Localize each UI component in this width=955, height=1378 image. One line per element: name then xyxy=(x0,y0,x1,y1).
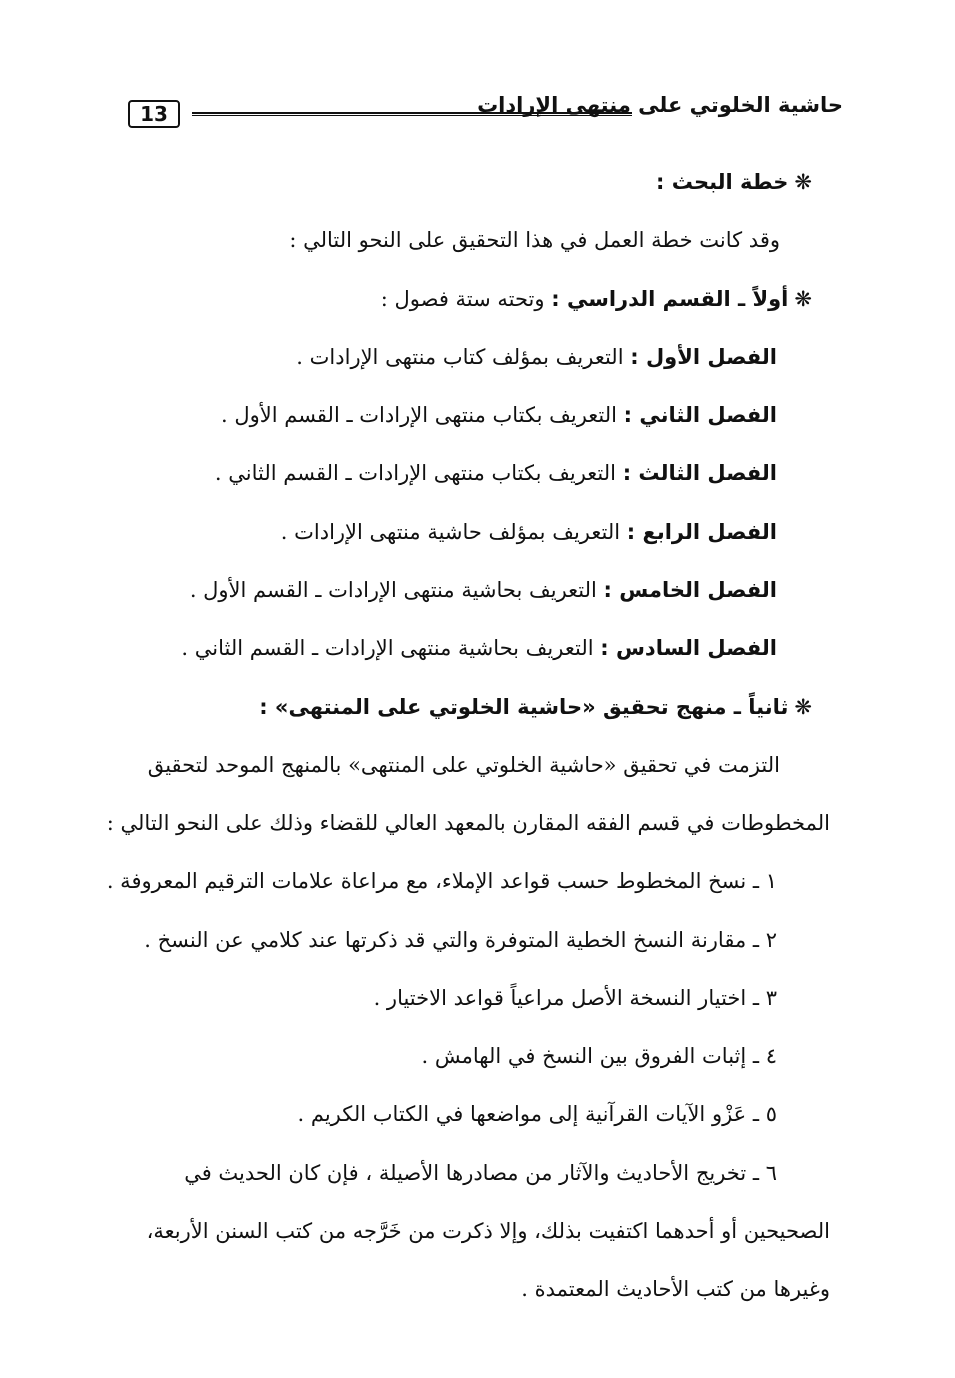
chapter-item xyxy=(181,628,777,668)
chapter-item xyxy=(215,453,777,493)
page-number: 13 xyxy=(128,100,180,128)
asterisk-icon: ❋ xyxy=(794,695,812,719)
method-paragraph-line: التزمت في تحقيق «حاشية الخلوتي على المنتهى» بالمنهج الموحد لتحقيق xyxy=(147,753,780,777)
step-item: ٢ ـ مقارنة النسخ الخطية المتوفرة والتي قد ذكرتها عند كلامي عن النسخ . xyxy=(144,928,777,952)
plan-heading-text: خطة البحث : xyxy=(656,170,789,194)
step-item: ٤ ـ إثبات الفروق بين النسخ في الهامش . xyxy=(421,1044,777,1068)
chapter-label: الفصل الثاني : xyxy=(623,403,777,427)
step-item: ٣ ـ اختيار النسخة الأصل مراعياً قواعد الاختيار . xyxy=(373,986,777,1010)
chapter-text: التعريف بكتاب منتهى الإرادات ـ القسم الثاني . xyxy=(214,461,616,485)
chapter-text: التعريف بحاشية منتهى الإرادات ـ القسم الأول . xyxy=(189,578,597,602)
chapter-label: الفصل الخامس : xyxy=(603,578,777,602)
plan-intro: وقد كانت خطة العمل في هذا التحقيق على النحو التالي : xyxy=(289,228,780,252)
chapter-item xyxy=(221,395,777,435)
chapter-text: التعريف بكتاب منتهى الإرادات ـ القسم الأول . xyxy=(220,403,617,427)
chapter-label: الفصل السادس : xyxy=(600,636,777,660)
chapter-label: الفصل الأول : xyxy=(630,345,777,369)
section-two-title: ثانياً ـ منهج تحقيق «حاشية الخلوتي على المنتهى» : xyxy=(259,695,789,719)
chapter-label: الفصل الرابع : xyxy=(626,520,777,544)
section-two-heading xyxy=(259,687,812,727)
chapter-text: التعريف بمؤلف كتاب منتهى الإرادات . xyxy=(296,345,624,369)
chapter-text: التعريف بمؤلف حاشية منتهى الإرادات . xyxy=(280,520,621,544)
step-item: ٥ ـ عَزْو الآيات القرآنية إلى مواضعها في الكتاب الكريم . xyxy=(297,1102,777,1126)
chapter-item xyxy=(281,512,777,552)
step-six-line: وغيرها من كتب الأحاديث المعتمدة . xyxy=(521,1277,830,1301)
chapter-item xyxy=(296,337,777,377)
section-one-title: أولاً ـ القسم الدراسي : xyxy=(551,287,789,311)
plan-heading xyxy=(656,162,812,202)
chapter-label: الفصل الثالث : xyxy=(622,461,777,485)
running-title: حاشية الخلوتي على منتهى الإرادات xyxy=(477,93,843,117)
asterisk-icon: ❋ xyxy=(794,287,812,311)
chapter-item xyxy=(190,570,777,610)
section-one-rest: وتحته ستة فصول : xyxy=(380,287,545,311)
asterisk-icon: ❋ xyxy=(794,170,812,194)
section-one-heading xyxy=(381,279,812,319)
step-six-line: ٦ ـ تخريج الأحاديث والآثار من مصادرها الأصيلة ، فإن كان الحديث في xyxy=(184,1161,777,1185)
method-paragraph-line: المخطوطات في قسم الفقه المقارن بالمعهد العالي للقضاء وذلك على النحو التالي : xyxy=(106,811,830,835)
step-six-line: الصحيحين أو أحدهما اكتفيت بذلك، وإلا ذكرت من خَرَّجه من كتب السنن الأربعة، xyxy=(146,1219,830,1243)
step-item: ١ ـ نسخ المخطوط حسب قواعد الإملاء، مع مراعاة علامات الترقيم المعروفة . xyxy=(106,869,777,893)
chapter-text: التعريف بحاشية منتهى الإرادات ـ القسم الثاني . xyxy=(181,636,594,660)
running-header xyxy=(128,88,843,134)
